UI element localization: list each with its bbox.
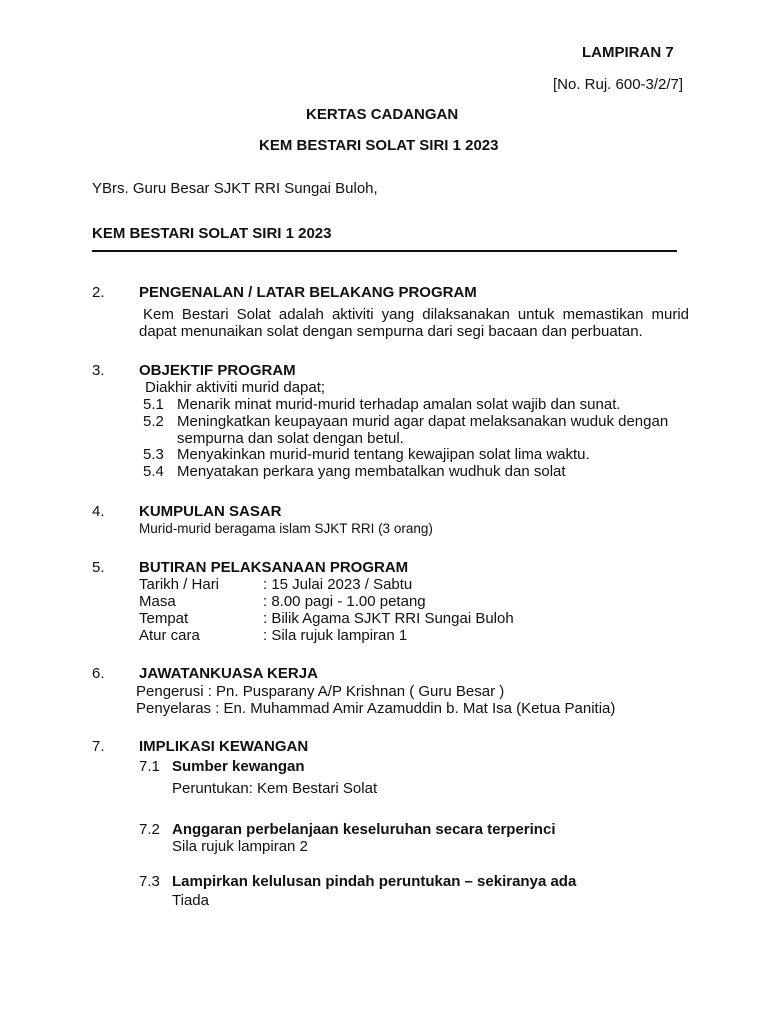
finance-sub-text: Peruntukan: Kem Bestari Solat: [172, 780, 378, 797]
finance-sub-heading: Anggaran perbelanjaan keseluruhan secara terperinci: [172, 821, 556, 838]
section-2-heading: PENGENALAN / LATAR BELAKANG PROGRAM: [139, 284, 477, 301]
objective-text: Menarik minat murid-murid terhadap amalan solat wajib dan sunat.: [177, 396, 621, 413]
finance-sub-text: Sila rujuk lampiran 2: [172, 838, 308, 855]
target-group-text: Murid-murid beragama islam SJKT RRI (3 orang): [139, 521, 433, 536]
section-4-number: 4.: [92, 503, 105, 520]
objective-text: Menyakinkan murid-murid tentang kewajipan solat lima waktu.: [177, 446, 590, 463]
finance-sub-number: 7.2: [139, 821, 160, 838]
section-5-number: 5.: [92, 559, 105, 576]
section-7-heading: IMPLIKASI KEWANGAN: [139, 738, 309, 755]
objective-number: 5.3: [143, 446, 164, 463]
detail-label: Tarikh / Hari: [139, 576, 220, 593]
section-2-line-1: Kem Bestari Solat adalah aktiviti yang dilaksanakan untuk memastikan murid: [143, 306, 689, 323]
section-4-heading: KUMPULAN SASAR: [139, 503, 282, 520]
detail-label: Atur cara: [139, 627, 200, 644]
section-6-number: 6.: [92, 665, 105, 682]
committee-chair: Pengerusi : Pn. Pusparany A/P Krishnan ( Guru Besar ): [136, 683, 505, 700]
objective-number: 5.4: [143, 463, 164, 480]
reference-number: [No. Ruj. 600-3/2/7]: [553, 76, 684, 93]
detail-label: Tempat: [139, 610, 189, 627]
subject-underline: [92, 250, 677, 252]
subject-line: KEM BESTARI SOLAT SIRI 1 2023: [92, 225, 332, 242]
detail-label: Masa: [139, 593, 176, 610]
objective-text-continued: sempurna dan solat dengan betul.: [177, 430, 404, 447]
finance-sub-text: Tiada: [172, 892, 209, 909]
detail-value: : 15 Julai 2023 / Sabtu: [263, 576, 413, 593]
document-title: KERTAS CADANGAN: [306, 106, 459, 123]
section-5-heading: BUTIRAN PELAKSANAAN PROGRAM: [139, 559, 409, 576]
document-subtitle: KEM BESTARI SOLAT SIRI 1 2023: [259, 137, 499, 154]
finance-sub-number: 7.3: [139, 873, 160, 890]
section-3-heading: OBJEKTIF PROGRAM: [139, 362, 296, 379]
appendix-label: LAMPIRAN 7: [582, 44, 674, 61]
objective-number: 5.2: [143, 413, 164, 430]
section-3-number: 3.: [92, 362, 105, 379]
section-2-body: [139, 306, 689, 340]
objective-number: 5.1: [143, 396, 164, 413]
section-2-number: 2.: [92, 284, 105, 301]
committee-coordinator: Penyelaras : En. Muhammad Amir Azamuddin b. Mat Isa (Ketua Panitia): [136, 700, 616, 717]
section-7-number: 7.: [92, 738, 105, 755]
finance-sub-number: 7.1: [139, 758, 160, 775]
section-2-line-2: dapat menunaikan solat dengan sempurna dari segi bacaan dan perbuatan.: [139, 323, 643, 340]
detail-value: : 8.00 pagi - 1.00 petang: [263, 593, 426, 610]
detail-value: : Bilik Agama SJKT RRI Sungai Buloh: [263, 610, 514, 627]
objective-text: Meningkatkan keupayaan murid agar dapat melaksanakan wuduk dengan: [177, 413, 669, 430]
finance-sub-heading: Lampirkan kelulusan pindah peruntukan – sekiranya ada: [172, 873, 577, 890]
objective-intro: Diakhir aktiviti murid dapat;: [145, 379, 326, 396]
objective-text: Menyatakan perkara yang membatalkan wudhuk dan solat: [177, 463, 566, 480]
detail-value: : Sila rujuk lampiran 1: [263, 627, 408, 644]
finance-sub-heading: Sumber kewangan: [172, 758, 305, 775]
salutation: YBrs. Guru Besar SJKT RRI Sungai Buloh,: [92, 180, 378, 197]
section-6-heading: JAWATANKUASA KERJA: [139, 665, 318, 682]
